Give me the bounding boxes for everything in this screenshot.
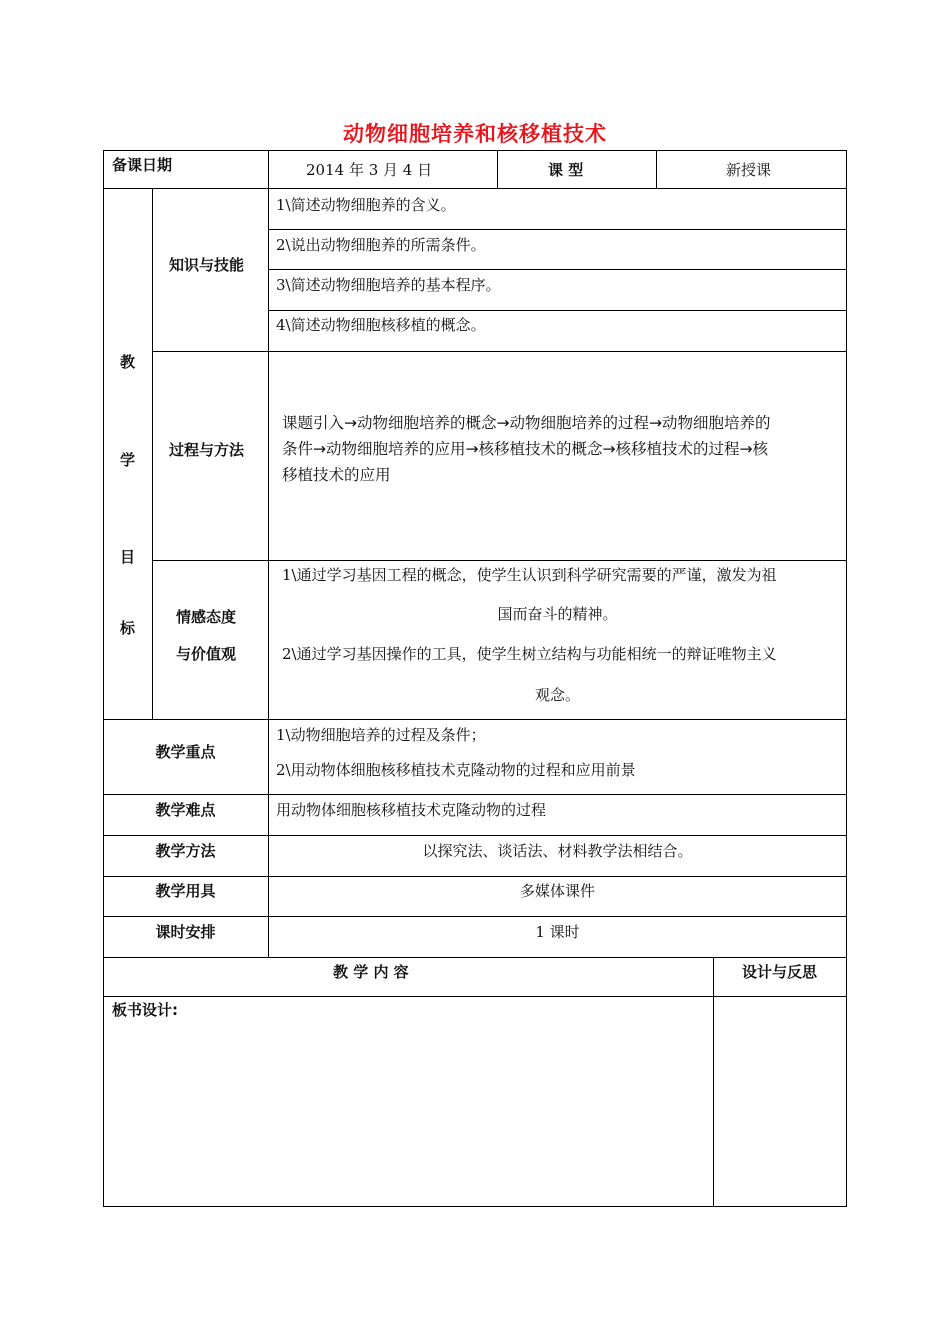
difficulty-value: 用动物体细胞核移植技术克隆动物的过程 [276,801,547,819]
knowledge-item: 3\简述动物细胞培养的基本程序。 [276,276,501,294]
knowledge-label: 知识与技能 [169,256,245,274]
knowledge-item: 1\简述动物细胞养的含义。 [276,196,456,214]
attitude-item: 观念。 [534,686,580,704]
type-value: 新授课 [726,161,772,179]
type-label: 课 型 [548,161,584,179]
objectives-label-char: 学 [120,451,136,469]
process-line: 课题引入→动物细胞培养的概念→动物细胞培养的过程→动物细胞培养的 [282,414,771,432]
process-line: 条件→动物细胞培养的应用→核移植技术的概念→核移植技术的过程→核 [282,440,768,458]
document-title: 动物细胞培养和核移植技术 [343,122,607,146]
date-label: 备课日期 [112,156,173,174]
method-value: 以探究法、谈话法、材料教学法相结合。 [422,842,693,860]
attitude-item: 国而奋斗的精神。 [497,605,618,623]
tools-label: 教学用具 [155,882,216,900]
method-label: 教学方法 [155,842,216,860]
objectives-label-char: 目 [120,548,136,566]
attitude-item: 1\通过学习基因工程的概念，使学生认识到科学研究需要的严谨，激发为祖 [282,566,777,584]
date-value: 2014 年 3 月 4 日 [306,161,433,179]
process-line: 移植技术的应用 [282,466,391,484]
knowledge-item: 2\说出动物细胞养的所需条件。 [276,236,486,254]
tools-value: 多媒体课件 [519,882,595,900]
objectives-label-char: 标 [120,619,136,637]
content-header: 教 学 内 容 [333,963,409,981]
difficulty-label: 教学难点 [155,801,216,819]
key-points-label: 教学重点 [155,743,216,761]
attitude-item: 2\通过学习基因操作的工具，使学生树立结构与功能相统一的辩证唯物主义 [282,645,777,663]
knowledge-item: 4\简述动物细胞核移植的概念。 [276,316,486,334]
key-point-item: 2\用动物体细胞核移植技术克隆动物的过程和应用前景 [276,761,636,779]
key-point-item: 1\动物细胞培养的过程及条件； [276,726,486,744]
attitude-label: 与价值观 [176,645,237,663]
schedule-label: 课时安排 [155,923,216,941]
board-design-label: 板书设计: [112,1001,178,1019]
attitude-label: 情感态度 [176,608,237,626]
process-label: 过程与方法 [169,441,245,459]
schedule-value: 1 课时 [535,923,580,941]
reflection-header: 设计与反思 [741,963,817,981]
objectives-label-char: 教 [120,353,136,371]
